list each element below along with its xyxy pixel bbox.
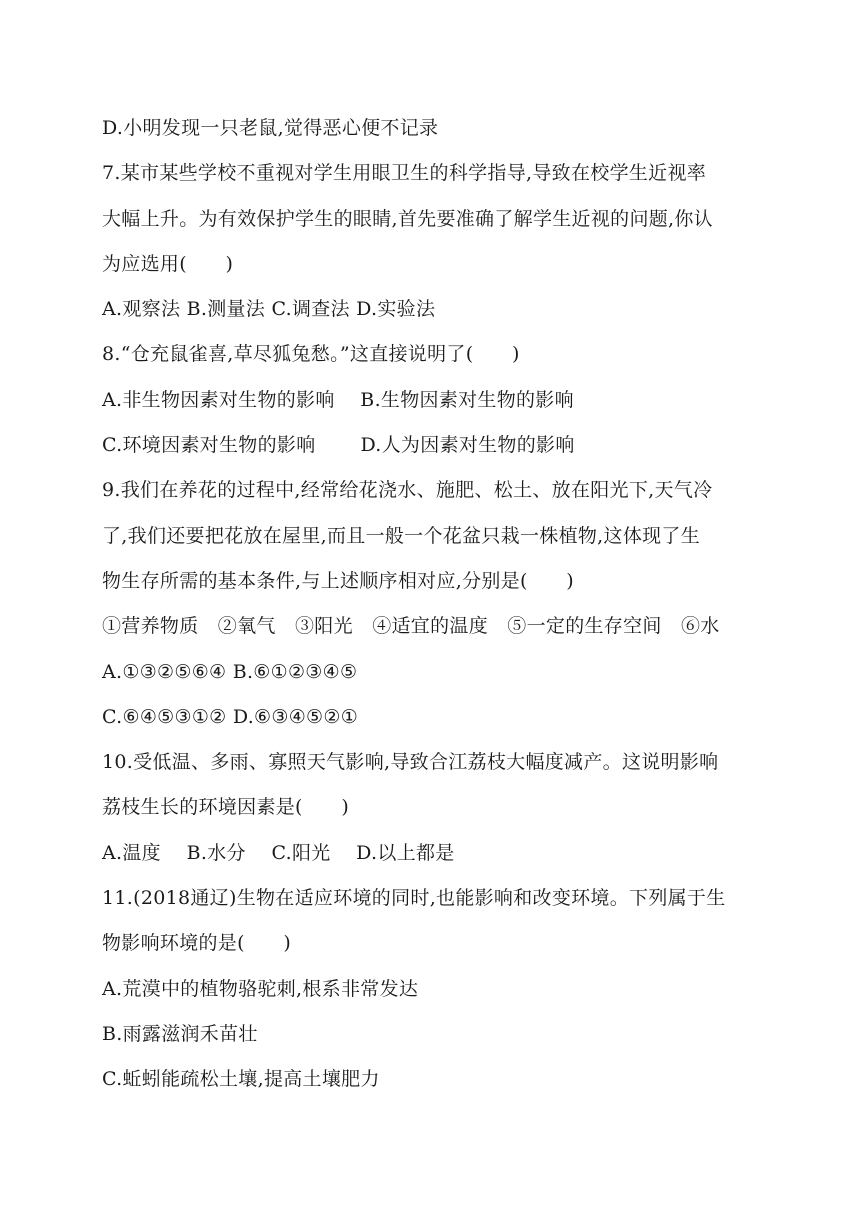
question-8-options-cd: C.环境因素对生物的影响 D.人为因素对生物的影响 — [102, 434, 575, 457]
question-9-items: ①营养物质 ②氧气 ③阳光 ④适宜的温度 ⑤一定的生存空间 ⑥水 — [102, 615, 720, 638]
question-9-options-cd: C.⑥④⑤③①② D.⑥③④⑤②① — [102, 705, 359, 728]
question-8-options-ab: A.非生物因素对生物的影响 B.生物因素对生物的影响 — [102, 388, 574, 411]
question-11-option-a: A.荒漠中的植物骆驼刺,根系非常发达 — [102, 977, 419, 1000]
question-11-option-b: B.雨露滋润禾苗壮 — [102, 1022, 258, 1045]
question-7-line-2: 大幅上升。为有效保护学生的眼睛,首先要准确了解学生近视的问题,你认 — [102, 207, 713, 230]
question-11-line-1: 11.(2018通辽)生物在适应环境的同时,也能影响和改变环境。下列属于生 — [102, 887, 726, 910]
question-10-options: A.温度 B.水分 C.阳光 D.以上都是 — [102, 841, 455, 864]
question-9-line-3: 物生存所需的基本条件,与上述顺序相对应,分别是( ) — [102, 569, 575, 592]
question-11-option-c: C.蚯蚓能疏松土壤,提高土壤肥力 — [102, 1068, 380, 1091]
question-9-options-ab: A.①③②⑤⑥④ B.⑥①②③④⑤ — [102, 660, 358, 683]
question-8: 8.“仓充鼠雀喜,草尽狐兔愁。”这直接说明了( ) — [102, 343, 520, 366]
question-7-line-1: 7.某市某些学校不重视对学生用眼卫生的科学指导,导致在校学生近视率 — [102, 162, 707, 185]
option-6d: D.小明发现一只老鼠,觉得恶心便不记录 — [102, 117, 439, 139]
question-7-options: A.观察法 B.测量法 C.调查法 D.实验法 — [102, 298, 436, 321]
question-10-line-2: 荔枝生长的环境因素是( ) — [102, 796, 350, 819]
question-7-line-3: 为应选用( ) — [102, 252, 234, 275]
question-11-line-2: 物影响环境的是( ) — [102, 932, 292, 955]
document-page — [102, 106, 762, 1103]
question-10-line-1: 10.受低温、多雨、寡照天气影响,导致合江荔枝大幅度减产。这说明影响 — [102, 751, 719, 774]
question-9-line-2: 了,我们还要把花放在屋里,而且一般一个花盆只栽一株植物,这体现了生 — [102, 524, 701, 547]
question-9-line-1: 9.我们在养花的过程中,经常给花浇水、施肥、松土、放在阳光下,天气冷 — [102, 479, 713, 502]
